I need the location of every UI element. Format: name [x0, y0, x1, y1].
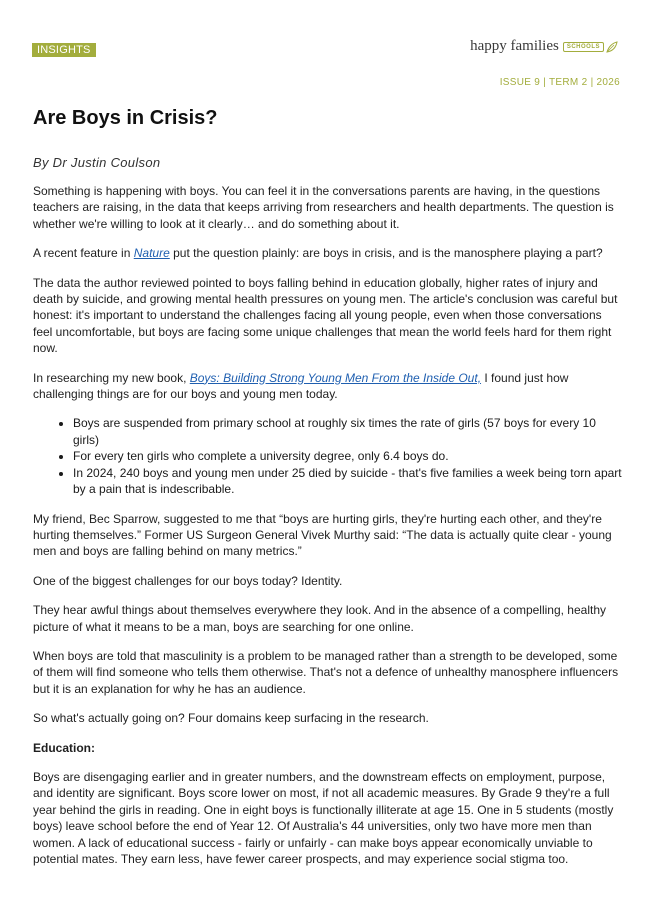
- section-heading-education: Education:: [33, 740, 95, 755]
- article-byline: By Dr Justin Coulson: [33, 155, 161, 170]
- leaf-icon: [605, 40, 619, 54]
- text: A recent feature in: [33, 246, 134, 261]
- text: In researching my new book,: [33, 370, 190, 385]
- paragraph-identity: One of the biggest challenges for our boys today? Identity.: [33, 573, 343, 588]
- text: put the question plainly: are boys in crisis, and is the manosphere playing a part?: [169, 246, 603, 261]
- paragraph-book: [33, 370, 623, 403]
- paragraph-quotes: My friend, Bec Sparrow, suggested to me that “boys are hurting girls, they're hurting each other, and they're hurting themselves.” Former US Surgeon General Vivek Murthy said: “The data is actually quite clear - young men and boys are falling behind on many metrics.”: [33, 511, 612, 559]
- paragraph-nature: [33, 245, 623, 261]
- paragraph-masculinity: When boys are told that masculinity is a problem to be managed rather than a strength to be developed, some of them will find someone who tells them otherwise. That's not a defence of unhealthy manosphere influencers but it is an explanation for why he has an audience.: [33, 648, 619, 696]
- book-link[interactable]: Boys: Building Strong Young Men From the Inside Out,: [189, 370, 482, 385]
- brand-logo[interactable]: [470, 38, 619, 55]
- paragraph-intro: Something is happening with boys. You can feel it in the conversations parents are having, in the questions teachers are raising, in the data that keeps arriving from researchers and health departments. The question is whether we're willing to look at it clearly… and do something about it.: [33, 184, 614, 231]
- list-item: • In 2024, 240 boys and young men under 25 died by suicide - that's five families a week being torn apart by a pain that is indescribable.: [73, 465, 623, 498]
- list-item: • Boys are suspended from primary school at roughly six times the rate of girls (57 boys for every 10 girls): [73, 415, 623, 448]
- list-item: • For every ten girls who complete a university degree, only 6.4 boys do.: [73, 448, 623, 464]
- paragraph-data: The data the author reviewed pointed to boys falling behind in education globally, higher rates of injury and death by suicide, and growing mental health pressures on young men. The article's conclusion was careful but honest: it's important to understand the challenges facing all young people, even when those conversations feel uncomfortable, but boys are facing some unique challenges that mean the world feels hard for them right now.: [33, 275, 618, 356]
- issue-info: ISSUE 9 | TERM 2 | 2026: [499, 77, 620, 88]
- text: I found just how challenging things are for our boys and young men today.: [33, 370, 569, 402]
- paragraph-domains: So what's actually going on? Four domains keep surfacing in the research.: [33, 711, 429, 726]
- nature-link[interactable]: Nature: [133, 246, 170, 261]
- stats-list: [33, 415, 623, 497]
- paragraph-online: They hear awful things about themselves everywhere they look. And in the absence of a compelling, healthy picture of what it means to be a man, boys are searching for one online.: [33, 603, 607, 634]
- logo-badge: SCHOOLS: [563, 42, 604, 52]
- paragraph-education: Boys are disengaging earlier and in greater numbers, and the downstream effects on employment, purpose, and identity are significant. Boys score lower on most, if not all academic measures. By Grade 9 they're a full year behind the girls in reading. One in eight boys is functionally illiterate at age 15. One in 5 students (mostly boys) leave school before the end of Year 12. Of Australia's 44 universities, only two have more men than women. A lack of educational success - fairly or unfairly - can make boys appear economically unviable to potential mates. They earn less, have fewer career prospects, and may experience social stigma too.: [33, 769, 614, 866]
- category-tag: INSIGHTS: [32, 43, 96, 57]
- logo-text: happy families: [470, 38, 559, 54]
- article-title: Are Boys in Crisis?: [33, 107, 218, 129]
- article: [33, 106, 623, 867]
